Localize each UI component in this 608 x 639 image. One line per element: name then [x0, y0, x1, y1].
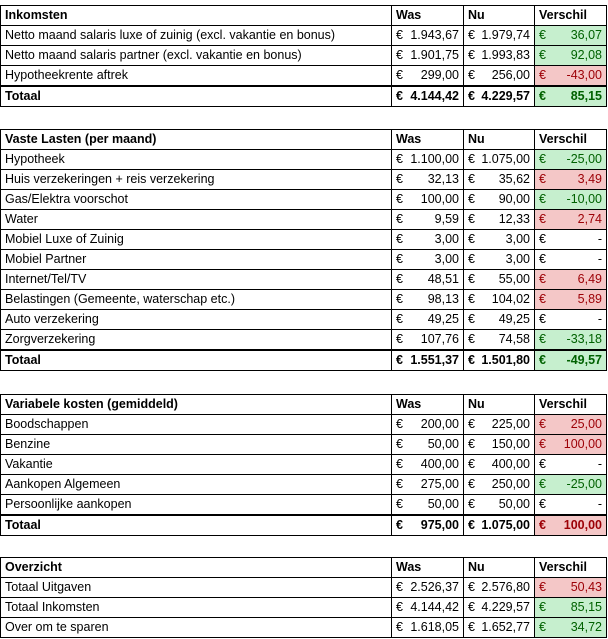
currency-symbol: € [468, 272, 475, 286]
currency-symbol: € [539, 477, 546, 491]
currency-symbol: € [539, 68, 546, 82]
total-nu[interactable] [464, 86, 535, 107]
column-header-was[interactable]: Was [392, 395, 464, 415]
row-label[interactable]: Huis verzekeringen + reis verzekering [1, 170, 392, 190]
amount-value: 50,00 [427, 437, 459, 451]
currency-symbol: € [539, 580, 546, 594]
amount-value: 74,58 [498, 332, 530, 346]
amount-value: 299,00 [420, 68, 459, 82]
cell-nu[interactable] [464, 435, 535, 455]
amount-value: 225,00 [491, 417, 530, 431]
currency-symbol: € [468, 68, 475, 82]
column-header-nu[interactable]: Nu [464, 6, 535, 26]
currency-symbol: € [468, 497, 475, 511]
cell-was[interactable] [392, 66, 464, 87]
cell-nu[interactable] [464, 46, 535, 66]
column-header-nu[interactable]: Nu [464, 558, 535, 578]
table-row [1, 210, 607, 230]
amount-value: -49,57 [566, 353, 602, 367]
amount-value: 98,13 [427, 292, 459, 306]
amount-value: 25,00 [570, 417, 602, 431]
cell-was[interactable] [392, 26, 464, 46]
currency-symbol: € [396, 353, 403, 367]
currency-symbol: € [396, 152, 403, 166]
currency-symbol: € [468, 437, 475, 451]
total-was[interactable] [392, 86, 464, 107]
cell-was[interactable] [392, 310, 464, 330]
amount-value: 1.618,05 [410, 620, 459, 634]
currency-symbol: € [396, 232, 403, 246]
cell-nu[interactable] [464, 150, 535, 170]
amount-value: -10,00 [566, 192, 602, 206]
cell-was[interactable] [392, 190, 464, 210]
section-title[interactable]: Inkomsten [1, 6, 392, 26]
currency-symbol: € [468, 232, 475, 246]
cell-verschil[interactable] [535, 250, 607, 270]
cell-was[interactable] [392, 495, 464, 516]
cell-was[interactable] [392, 330, 464, 351]
column-header-was[interactable]: Was [392, 6, 464, 26]
currency-symbol: € [396, 252, 403, 266]
table-row [1, 455, 607, 475]
cell-verschil[interactable] [535, 495, 607, 516]
amount-value: 50,00 [427, 497, 459, 511]
amount-value: 1.943,67 [410, 28, 459, 42]
cell-verschil[interactable] [535, 598, 607, 618]
row-label[interactable]: Gas/Elektra voorschot [1, 190, 392, 210]
cell-nu[interactable] [464, 26, 535, 46]
currency-symbol: € [539, 152, 546, 166]
cell-verschil[interactable] [535, 578, 607, 598]
currency-symbol: € [396, 457, 403, 471]
row-label[interactable]: Belastingen (Gemeente, waterschap etc.) [1, 290, 392, 310]
column-header-verschil[interactable]: Verschil [535, 6, 607, 26]
row-label[interactable]: Hypotheek [1, 150, 392, 170]
cell-verschil[interactable] [535, 310, 607, 330]
section-table [0, 557, 607, 638]
amount-value: 4.144,42 [410, 89, 459, 103]
row-label[interactable]: Mobiel Luxe of Zuinig [1, 230, 392, 250]
amount-value: - [597, 497, 602, 511]
amount-value: 85,15 [570, 600, 602, 614]
currency-symbol: € [539, 48, 546, 62]
cell-was[interactable] [392, 290, 464, 310]
currency-symbol: € [539, 497, 546, 511]
table-row [1, 618, 607, 638]
row-label[interactable]: Over om te sparen [1, 618, 392, 638]
currency-symbol: € [539, 620, 546, 634]
currency-symbol: € [396, 28, 403, 42]
section-overzicht [0, 557, 606, 638]
cell-was[interactable] [392, 250, 464, 270]
cell-nu[interactable] [464, 310, 535, 330]
cell-nu[interactable] [464, 475, 535, 495]
table-row [1, 230, 607, 250]
row-label[interactable]: Zorgverzekering [1, 330, 392, 351]
amount-value: 36,07 [570, 28, 602, 42]
row-label[interactable]: Auto verzekering [1, 310, 392, 330]
currency-symbol: € [539, 332, 546, 346]
amount-value: 92,08 [570, 48, 602, 62]
table-row [1, 190, 607, 210]
amount-value: 9,59 [434, 212, 459, 226]
amount-value: 3,00 [505, 252, 530, 266]
amount-value: 3,00 [434, 252, 459, 266]
amount-value: -25,00 [566, 477, 602, 491]
cell-nu[interactable] [464, 415, 535, 435]
table-row [1, 250, 607, 270]
cell-nu[interactable] [464, 66, 535, 87]
cell-was[interactable] [392, 415, 464, 435]
currency-symbol: € [468, 312, 475, 326]
amount-value: 90,00 [498, 192, 530, 206]
cell-verschil[interactable] [535, 455, 607, 475]
column-header-nu[interactable]: Nu [464, 395, 535, 415]
total-was[interactable] [392, 350, 464, 371]
total-verschil[interactable] [535, 350, 607, 371]
currency-symbol: € [468, 457, 475, 471]
currency-symbol: € [468, 192, 475, 206]
amount-value: 50,00 [498, 497, 530, 511]
row-label[interactable]: Internet/Tel/TV [1, 270, 392, 290]
currency-symbol: € [396, 518, 403, 532]
currency-symbol: € [468, 477, 475, 491]
currency-symbol: € [539, 353, 546, 367]
cell-nu[interactable] [464, 578, 535, 598]
currency-symbol: € [468, 252, 475, 266]
row-label[interactable]: Netto maand salaris partner (excl. vakantie en bonus) [1, 46, 392, 66]
cell-was[interactable] [392, 435, 464, 455]
amount-value: 100,00 [420, 192, 459, 206]
currency-symbol: € [468, 332, 475, 346]
section-header-row [1, 395, 607, 415]
amount-value: 2.526,37 [410, 580, 459, 594]
column-header-verschil[interactable]: Verschil [535, 558, 607, 578]
amount-value: 1.100,00 [410, 152, 459, 166]
amount-value: 1.979,74 [481, 28, 530, 42]
cell-was[interactable] [392, 46, 464, 66]
cell-verschil[interactable] [535, 330, 607, 351]
amount-value: 4.144,42 [410, 600, 459, 614]
table-row [1, 435, 607, 455]
cell-nu[interactable] [464, 598, 535, 618]
cell-nu[interactable] [464, 210, 535, 230]
cell-was[interactable] [392, 455, 464, 475]
cell-nu[interactable] [464, 270, 535, 290]
currency-symbol: € [468, 600, 475, 614]
currency-symbol: € [396, 68, 403, 82]
cell-was[interactable] [392, 170, 464, 190]
cell-was[interactable] [392, 150, 464, 170]
table-row [1, 475, 607, 495]
amount-value: 1.652,77 [481, 620, 530, 634]
row-label[interactable]: Mobiel Partner [1, 250, 392, 270]
currency-symbol: € [396, 600, 403, 614]
amount-value: 4.229,57 [481, 89, 530, 103]
amount-value: -25,00 [566, 152, 602, 166]
currency-symbol: € [396, 497, 403, 511]
currency-symbol: € [396, 312, 403, 326]
cell-verschil[interactable] [535, 66, 607, 87]
cell-verschil[interactable] [535, 475, 607, 495]
cell-verschil[interactable] [535, 46, 607, 66]
currency-symbol: € [396, 172, 403, 186]
currency-symbol: € [539, 28, 546, 42]
amount-value: 104,02 [491, 292, 530, 306]
amount-value: 4.229,57 [481, 600, 530, 614]
currency-symbol: € [396, 192, 403, 206]
amount-value: 35,62 [498, 172, 530, 186]
cell-was[interactable] [392, 475, 464, 495]
cell-was[interactable] [392, 578, 464, 598]
table-row [1, 150, 607, 170]
column-header-verschil[interactable]: Verschil [535, 395, 607, 415]
cell-was[interactable] [392, 230, 464, 250]
amount-value: - [597, 457, 602, 471]
amount-value: 48,51 [427, 272, 459, 286]
currency-symbol: € [468, 580, 475, 594]
amount-value: 3,00 [434, 232, 459, 246]
row-label[interactable]: Boodschappen [1, 415, 392, 435]
currency-symbol: € [468, 292, 475, 306]
currency-symbol: € [396, 477, 403, 491]
total-was[interactable] [392, 515, 464, 536]
amount-value: 100,00 [563, 518, 602, 532]
row-label[interactable]: Water [1, 210, 392, 230]
amount-value: 2,74 [577, 212, 602, 226]
row-label[interactable]: Hypotheekrente aftrek [1, 66, 392, 87]
currency-symbol: € [468, 172, 475, 186]
cell-nu[interactable] [464, 170, 535, 190]
section-vaste-lasten [0, 129, 606, 371]
amount-value: - [597, 312, 602, 326]
currency-symbol: € [539, 89, 546, 103]
total-nu[interactable] [464, 350, 535, 371]
currency-symbol: € [396, 580, 403, 594]
column-header-verschil[interactable]: Verschil [535, 130, 607, 150]
section-title[interactable]: Vaste Lasten (per maand) [1, 130, 392, 150]
total-row [1, 86, 607, 107]
cell-was[interactable] [392, 270, 464, 290]
cell-was[interactable] [392, 210, 464, 230]
cell-was[interactable] [392, 618, 464, 638]
currency-symbol: € [396, 332, 403, 346]
cell-verschil[interactable] [535, 415, 607, 435]
table-row [1, 415, 607, 435]
currency-symbol: € [468, 212, 475, 226]
amount-value: 55,00 [498, 272, 530, 286]
section-table [0, 394, 607, 536]
cell-verschil[interactable] [535, 270, 607, 290]
currency-symbol: € [539, 600, 546, 614]
column-header-was[interactable]: Was [392, 130, 464, 150]
section-title[interactable]: Overzicht [1, 558, 392, 578]
section-header-row [1, 130, 607, 150]
cell-verschil[interactable] [535, 150, 607, 170]
amount-value: 1.551,37 [410, 353, 459, 367]
currency-symbol: € [396, 272, 403, 286]
section-header-row [1, 558, 607, 578]
row-label[interactable]: Totaal Uitgaven [1, 578, 392, 598]
amount-value: 49,25 [498, 312, 530, 326]
table-row [1, 578, 607, 598]
currency-symbol: € [539, 232, 546, 246]
cell-nu[interactable] [464, 290, 535, 310]
table-row [1, 270, 607, 290]
row-label[interactable]: Netto maand salaris luxe of zuinig (excl. vakantie en bonus) [1, 26, 392, 46]
currency-symbol: € [539, 457, 546, 471]
table-row [1, 310, 607, 330]
currency-symbol: € [539, 172, 546, 186]
cell-verschil[interactable] [535, 210, 607, 230]
cell-verschil[interactable] [535, 26, 607, 46]
currency-symbol: € [468, 28, 475, 42]
currency-symbol: € [396, 212, 403, 226]
cell-verschil[interactable] [535, 290, 607, 310]
currency-symbol: € [539, 252, 546, 266]
cell-nu[interactable] [464, 455, 535, 475]
currency-symbol: € [468, 152, 475, 166]
currency-symbol: € [539, 212, 546, 226]
amount-value: 256,00 [491, 68, 530, 82]
amount-value: 1.993,83 [481, 48, 530, 62]
amount-value: 107,76 [420, 332, 459, 346]
amount-value: 2.576,80 [481, 580, 530, 594]
table-row [1, 495, 607, 516]
section-table [0, 129, 607, 371]
column-header-nu[interactable]: Nu [464, 130, 535, 150]
table-row [1, 46, 607, 66]
currency-symbol: € [468, 417, 475, 431]
amount-value: - [597, 252, 602, 266]
cell-nu[interactable] [464, 250, 535, 270]
currency-symbol: € [468, 48, 475, 62]
cell-nu[interactable] [464, 330, 535, 351]
row-label[interactable]: Persoonlijke aankopen [1, 495, 392, 516]
section-table [0, 5, 607, 107]
total-nu[interactable] [464, 515, 535, 536]
section-title[interactable]: Variabele kosten (gemiddeld) [1, 395, 392, 415]
amount-value: 49,25 [427, 312, 459, 326]
cell-verschil[interactable] [535, 190, 607, 210]
amount-value: 200,00 [420, 417, 459, 431]
total-label[interactable]: Totaal [1, 515, 392, 536]
amount-value: 1.901,75 [410, 48, 459, 62]
amount-value: 400,00 [420, 457, 459, 471]
amount-value: 1.075,00 [481, 518, 530, 532]
currency-symbol: € [539, 437, 546, 451]
currency-symbol: € [539, 272, 546, 286]
currency-symbol: € [468, 89, 475, 103]
table-row [1, 66, 607, 87]
amount-value: 50,43 [570, 580, 602, 594]
cell-nu[interactable] [464, 495, 535, 516]
currency-symbol: € [539, 417, 546, 431]
total-label[interactable]: Totaal [1, 86, 392, 107]
amount-value: 3,00 [505, 232, 530, 246]
currency-symbol: € [396, 437, 403, 451]
currency-symbol: € [468, 353, 475, 367]
amount-value: 6,49 [577, 272, 602, 286]
currency-symbol: € [468, 620, 475, 634]
table-row [1, 170, 607, 190]
table-row [1, 330, 607, 351]
currency-symbol: € [539, 292, 546, 306]
cell-verschil[interactable] [535, 618, 607, 638]
column-header-was[interactable]: Was [392, 558, 464, 578]
cell-nu[interactable] [464, 230, 535, 250]
table-row [1, 26, 607, 46]
currency-symbol: € [396, 417, 403, 431]
amount-value: 34,72 [570, 620, 602, 634]
cell-nu[interactable] [464, 190, 535, 210]
table-row [1, 598, 607, 618]
cell-verschil[interactable] [535, 230, 607, 250]
currency-symbol: € [396, 292, 403, 306]
cell-nu[interactable] [464, 618, 535, 638]
cell-was[interactable] [392, 598, 464, 618]
amount-value: 3,49 [577, 172, 602, 186]
row-label[interactable]: Aankopen Algemeen [1, 475, 392, 495]
total-verschil[interactable] [535, 515, 607, 536]
currency-symbol: € [539, 518, 546, 532]
amount-value: -33,18 [566, 332, 602, 346]
total-verschil[interactable] [535, 86, 607, 107]
amount-value: -43,00 [566, 68, 602, 82]
currency-symbol: € [539, 312, 546, 326]
total-row [1, 515, 607, 536]
amount-value: 250,00 [491, 477, 530, 491]
row-label[interactable]: Benzine [1, 435, 392, 455]
currency-symbol: € [468, 518, 475, 532]
amount-value: 975,00 [420, 518, 459, 532]
amount-value: 1.501,80 [481, 353, 530, 367]
section-inkomsten [0, 5, 606, 107]
cell-verschil[interactable] [535, 435, 607, 455]
currency-symbol: € [539, 192, 546, 206]
cell-verschil[interactable] [535, 170, 607, 190]
amount-value: - [597, 232, 602, 246]
section-variabele-kosten [0, 394, 606, 536]
amount-value: 12,33 [498, 212, 530, 226]
currency-symbol: € [396, 89, 403, 103]
table-row [1, 290, 607, 310]
amount-value: 32,13 [427, 172, 459, 186]
currency-symbol: € [396, 48, 403, 62]
currency-symbol: € [396, 620, 403, 634]
total-row [1, 350, 607, 371]
amount-value: 100,00 [563, 437, 602, 451]
amount-value: 85,15 [570, 89, 602, 103]
row-label[interactable]: Totaal Inkomsten [1, 598, 392, 618]
row-label[interactable]: Vakantie [1, 455, 392, 475]
amount-value: 275,00 [420, 477, 459, 491]
amount-value: 150,00 [491, 437, 530, 451]
total-label[interactable]: Totaal [1, 350, 392, 371]
amount-value: 1.075,00 [481, 152, 530, 166]
amount-value: 5,89 [577, 292, 602, 306]
amount-value: 400,00 [491, 457, 530, 471]
section-header-row [1, 6, 607, 26]
